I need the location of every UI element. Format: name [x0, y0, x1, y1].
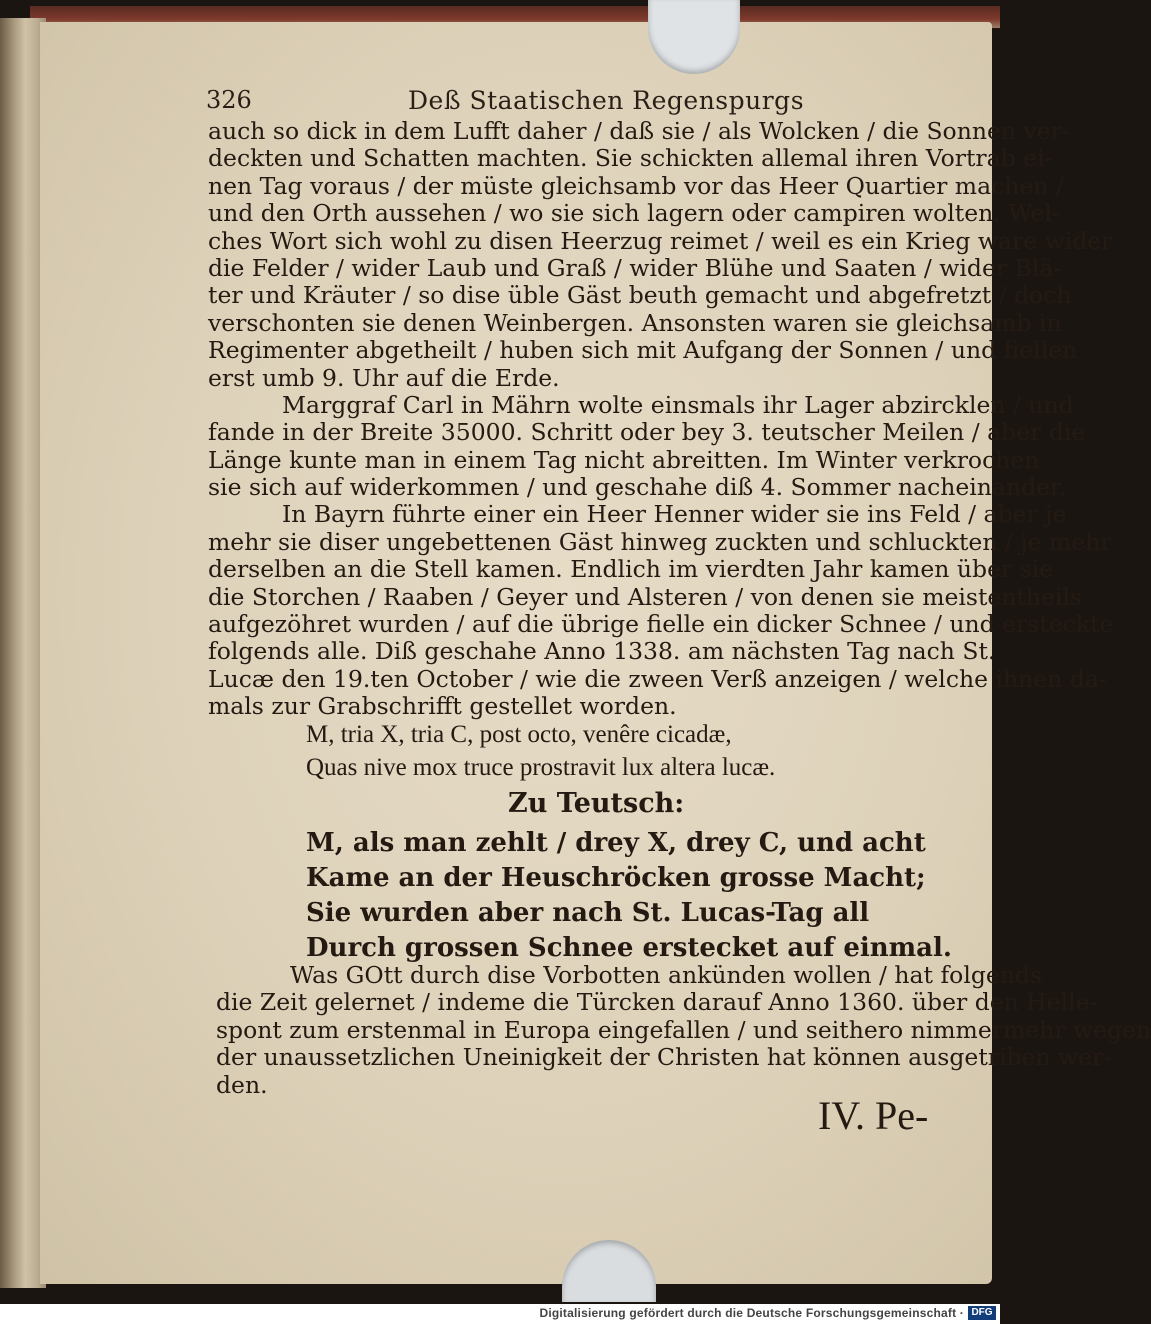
text-line: und den Orth aussehen / wo sie sich lagern oder campiren wolten. Wel- [208, 199, 1060, 228]
running-title: Deß Staatischen Regenspurgs [408, 86, 805, 115]
text-line: mehr sie diser ungebettenen Gäst hinweg zuckten und schluckten / je mehr [208, 527, 1112, 556]
text-line: folgends alle. Diß geschahe Anno 1338. am nächsten Tag nach St. [208, 637, 996, 666]
text-line: den. [216, 1070, 268, 1099]
closing-paragraph [216, 961, 1151, 1099]
page-number: 326 [206, 86, 252, 114]
text-line: ches Wort sich wohl zu disen Heerzug reimet / weil es ein Krieg ware wider [208, 226, 1113, 255]
text-line: mals zur Grabschrifft gestellet worden. [208, 692, 677, 721]
german-verse [306, 826, 952, 966]
text-line: Was GOtt durch dise Vorbotten ankünden wollen / hat folgends [290, 961, 1043, 989]
text-line: fande in der Breite 35000. Schritt oder bey 3. teutscher Meilen / aber die [208, 418, 1086, 447]
latin-epitaph [306, 718, 866, 784]
latin-line: Quas nive mox truce prostravit lux altera lucæ. [306, 754, 776, 781]
text-line: sie sich auf widerkommen / und geschahe diß 4. Sommer nacheinander. [208, 473, 1067, 502]
catchword: IV. Pe- [818, 1093, 929, 1138]
text-line: die Storchen / Raaben / Geyer und Alsteren / von denen sie meistentheils [208, 582, 1083, 611]
text-line: die Zeit gelernet / indeme die Türcken darauf Anno 1360. über den Helle- [216, 988, 1098, 1017]
body-text-block [208, 117, 1114, 721]
verse-line: Durch grossen Schnee erstecket auf einmal. [306, 933, 952, 963]
text-line: derselben an die Stell kamen. Endlich im vierdten Jahr kamen über sie [208, 555, 1054, 584]
text-line: In Bayrn führte einer ein Heer Henner wider sie ins Feld / aber je [282, 500, 1067, 529]
text-line: Marggraf Carl in Mährn wolte einsmals ihr Lager abzircklen / und [282, 390, 1074, 419]
text-line: der unaussetzlichen Uneinigkeit der Christen hat können ausgetriben wer- [216, 1043, 1112, 1072]
text-line: Lucæ den 19.ten October / wie die zween Verß anzeigen / welche ihnen da- [208, 664, 1107, 693]
latin-line: M, tria X, tria C, post octo, venêre cicadæ, [306, 721, 732, 748]
verse-line: Sie wurden aber nach St. Lucas-Tag all [306, 898, 870, 928]
text-line: aufgezöhret wurden / auf die übrige fielle ein dicker Schnee / und ersteckte [208, 610, 1114, 639]
text-line: ter und Kräuter / so dise üble Gäst beuth gemacht und abgefretzt / doch [208, 281, 1072, 310]
translation-heading: Zu Teutsch: [508, 788, 685, 819]
text-line: nen Tag voraus / der müste gleichsamb vor das Heer Quartier machen / [208, 171, 1064, 200]
verse-line: M, als man zehlt / drey X, drey C, und acht [306, 828, 926, 858]
text-line: die Felder / wider Laub und Graß / wider Blühe und Saaten / wider Blä- [208, 253, 1062, 282]
text-line: verschonten sie denen Weinbergen. Ansonsten waren sie gleichsamb in [208, 308, 1062, 337]
text-line: spont zum erstenmal in Europa eingefallen / und seithero nimmermehr wegen [216, 1015, 1151, 1044]
funding-note: Digitalisierung gefördert durch die Deutsche Forschungsgemeinschaft · [539, 1306, 964, 1320]
text-line: deckten und Schatten machten. Sie schickten allemal ihren Vortrab ei- [208, 144, 1053, 173]
text-line: auch so dick in dem Lufft daher / daß sie / als Wolcken / die Sonnen ver- [208, 117, 1070, 145]
text-line: erst umb 9. Uhr auf die Erde. [208, 363, 560, 392]
dfg-logo: DFG [968, 1306, 996, 1320]
text-line: Länge kunte man in einem Tag nicht abreitten. Im Winter verkrochen [208, 445, 1040, 474]
verse-line: Kame an der Heuschröcken grosse Macht; [306, 863, 926, 893]
text-line: Regimenter abgetheilt / huben sich mit Aufgang der Sonnen / und fiellen [208, 336, 1078, 365]
